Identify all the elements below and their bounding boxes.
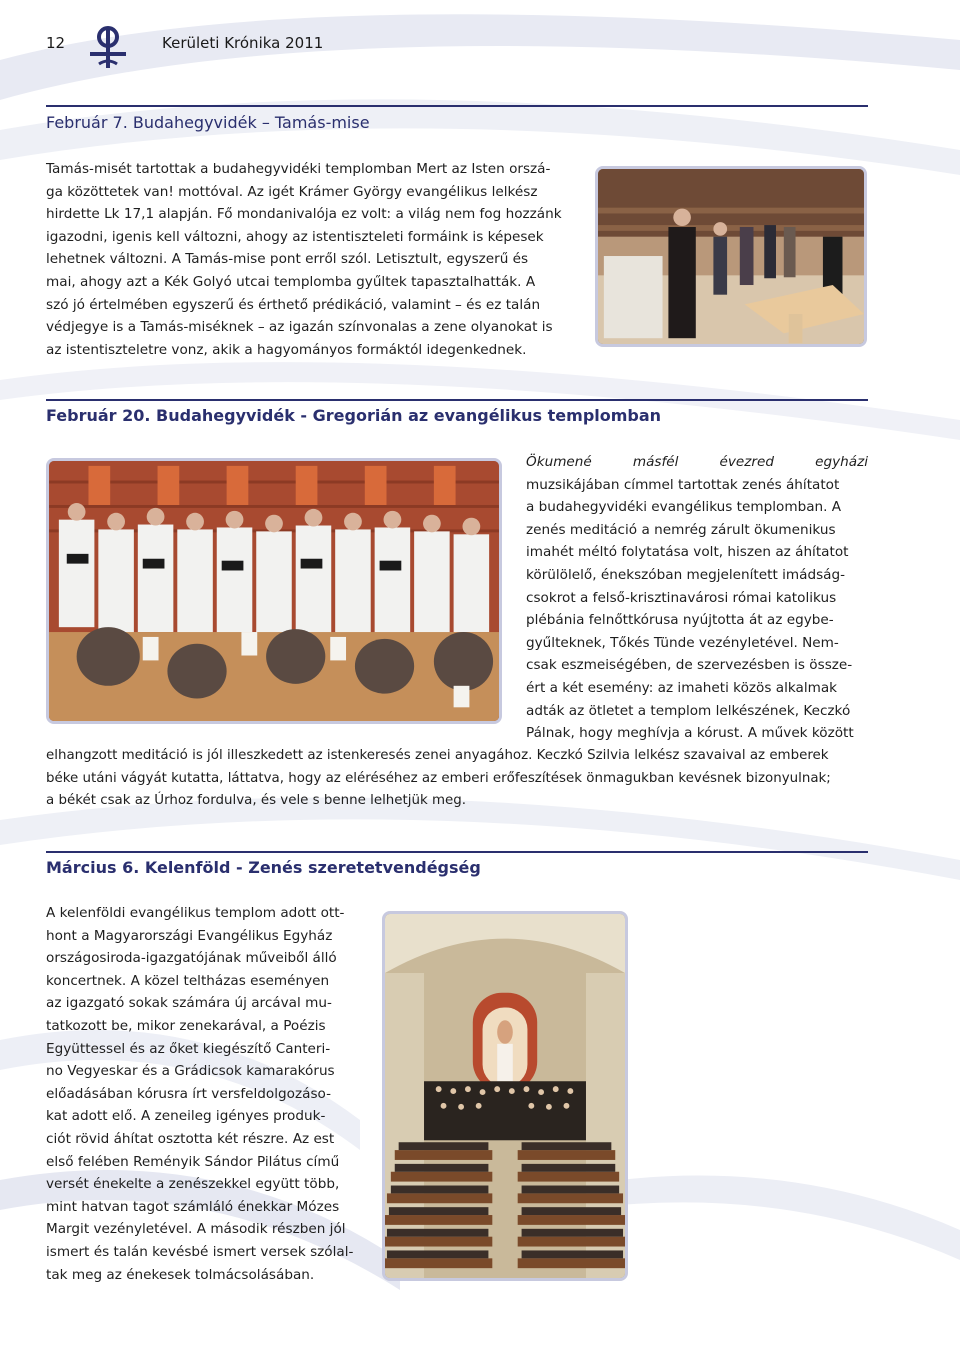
text-line: a békét csak az Úrhoz fordulva, és vele s benne lelhetjük meg. xyxy=(46,793,467,809)
text-line: hont a Magyarországi Evangélikus Egyház xyxy=(46,927,333,944)
text-line: A kelenföldi evangélikus templom adott ott- xyxy=(46,905,345,921)
photo-tamas-mise xyxy=(595,166,867,347)
page-number: 12 xyxy=(46,34,66,52)
text-line: előadásában kórusra írt versfeldolgozáso- xyxy=(46,1085,331,1102)
text-line: ért a két esemény: az imaheti közös alkalmak xyxy=(526,679,838,696)
article-side-text xyxy=(526,451,868,745)
section-title: Február 7. Budahegyvidék – Tamás-mise xyxy=(46,113,370,132)
text-line: muzsikájában címmel tartottak zenés áhítatot xyxy=(526,476,840,493)
section-divider xyxy=(46,105,868,107)
article-text xyxy=(46,745,868,813)
text-line: Együttessel és az őket kiegészítő Canteri- xyxy=(46,1040,331,1057)
text-line: mint hatvan tagot számláló énekkar Mózes xyxy=(46,1198,340,1215)
text-line: hirdette Lk 17,1 alapján. Fő mondanivalója ez volt: a világ nem fog hozzánk xyxy=(46,206,562,223)
text-line: Pálnak, hogy meghívja a kórust. A művek között xyxy=(526,725,854,742)
text-line: no Vegyeskar és a Grádicsok kamarakórus xyxy=(46,1063,335,1080)
rose-cross-logo-icon xyxy=(86,24,130,70)
text-line: ismert és talán kevésbé ismert versek szólal- xyxy=(46,1243,354,1260)
text-line: első felében Reményik Sándor Pilátus című xyxy=(46,1153,340,1170)
text-line: versét énekelte a zenészekkel együtt több, xyxy=(46,1176,340,1193)
text-line: csokrot a felső-krisztinavárosi római katolikus xyxy=(526,589,837,606)
text-line: mai, ahogy azt a Kék Golyó utcai templomba gyűltek tapasztalhatták. A xyxy=(46,273,536,290)
photo-gregorian-choir xyxy=(46,458,502,724)
text-line: ciót rövid áhítat osztotta két részre. Az est xyxy=(46,1130,335,1147)
text-line: szó jó értelmében egyszerű és érthető prédikáció, valamint – és ez talán xyxy=(46,296,541,313)
text-line: Ökumené másfél évezred egyházi xyxy=(526,454,868,470)
text-line: körülölelő, énekszóban megjelenített imádság- xyxy=(526,566,846,583)
text-line: plébánia felnőttkórusa nyújtotta át az egybe- xyxy=(526,612,834,629)
article-text xyxy=(46,902,358,1286)
text-line: csak eszmeiségében, de szervezésben is össze- xyxy=(526,657,853,674)
text-line: tatkozott be, mikor zenekarával, a Poézis xyxy=(46,1017,326,1034)
text-line: elhangzott meditáció is jól illeszkedett az istenkeresés zenei anyagához. Keczkó Szilvia lelkész szavaival az emberek xyxy=(46,748,829,763)
section-divider xyxy=(46,399,868,401)
text-line: imahét méltó folytatása volt, hiszen az áhítatot xyxy=(526,544,849,561)
text-line: országosiroda-igazgatójának műveiből álló xyxy=(46,950,337,967)
text-line: kat adott elő. A zeneileg igényes produk- xyxy=(46,1108,326,1125)
section-title: Február 20. Budahegyvidék - Gregorián az evangélikus templomban xyxy=(46,406,662,425)
text-line: a budahegyvidéki evangélikus templomban. A xyxy=(526,499,842,516)
text-line: védjegye is a Tamás-miséknek – az igazán színvonalas a zene olyanokat is xyxy=(46,319,553,336)
text-line: az igazgató sokak számára új arcával mu- xyxy=(46,995,332,1012)
article-text xyxy=(46,158,574,361)
text-line: zenés meditáció a nemrég zárult ökumenikus xyxy=(526,521,836,538)
text-line: Margit vezényletével. A második részben jól xyxy=(46,1221,346,1238)
text-line: Tamás-misét tartottak a budahegyvidéki templomban Mert az Isten orszá- xyxy=(46,161,551,177)
text-line: az istentiszteletre vonz, akik a hagyományos formáktól idegenkednek. xyxy=(46,341,527,358)
photo-kelenfold-church xyxy=(382,911,628,1281)
text-line: ga közöttetek van! mottóval. Az igét Krámer György evangélikus lelkész xyxy=(46,183,538,200)
section-divider xyxy=(46,851,868,853)
text-line: tak meg az énekesek tolmácsolásában. xyxy=(46,1266,315,1283)
text-line: béke utáni vágyát kutatta, láttatva, hogy az eléréséhez az emberi erőfeszítések önmagukban kevésnek bizonyulnak; xyxy=(46,770,831,786)
text-line: gyűlteknek, Tőkés Tünde vezényletével. Nem- xyxy=(526,634,839,651)
text-line: lehetnek változni. A Tamás-mise pont erről szól. Letisztult, egyszerű és xyxy=(46,251,529,268)
text-line: adták az ötletet a templom lelkészének, Keczkó xyxy=(526,702,851,719)
text-line: igazodni, igenis kell változni, ahogy az istentiszteleti formáink is képesek xyxy=(46,228,544,245)
text-line: koncertnek. A közel teltházas eseményen xyxy=(46,972,330,989)
section-title: Március 6. Kelenföld - Zenés szeretetvendégség xyxy=(46,858,481,877)
publication-title: Kerületi Krónika 2011 xyxy=(162,34,324,52)
